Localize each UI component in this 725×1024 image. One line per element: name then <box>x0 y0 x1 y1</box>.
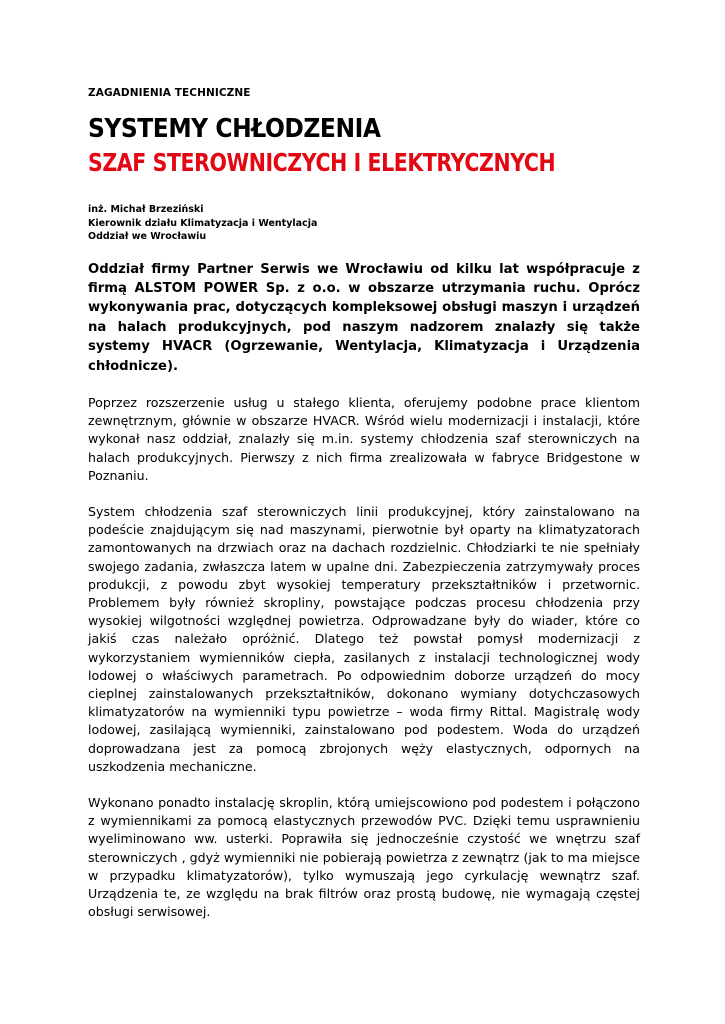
article-title: SYSTEMY CHŁODZENIA <box>88 114 381 144</box>
article <box>88 86 640 921</box>
author-block <box>88 203 640 244</box>
body-paragraph-3: Wykonano ponadto instalację skroplin, którą umiejscowiono pod podestem i połączono z wymiennikami za pomocą elastycznych przewodów PVC. Dzięki temu usprawnieniu wyeliminowano ww. usterki. Poprawiła się jednocześnie czystość we wnętrzu szaf sterowniczych , gdyż wymienniki nie pobierają powietrza z zewnątrz (jak to ma miejsce w przypadku klimatyzatorów), tylko wymuszają jego cyrkulację wewnątrz szaf. Urządzenia te, ze względu na brak filtrów oraz prostą budowę, nie wymagają częstej obsługi serwisowej. <box>88 795 640 920</box>
lead-paragraph: Oddział firmy Partner Serwis we Wrocławiu od kilku lat współpracuje z firmą ALSTOM POWER Sp. z o.o. w obszarze utrzymania ruchu. Oprócz wykonywania prac, dotyczących kompleksowej obsługi maszyn i urządzeń na halach produkcyjnych, pod naszym nadzorem znalazły się także systemy HVACR (Ogrzewanie, Wentylacja, Klimatyzacja i Urządzenia chłodnicze). <box>88 261 640 374</box>
body-paragraph-1: Poprzez rozszerzenie usług u stałego klienta, oferujemy podobne prace klientom zewnętrznym, głównie w obszarze HVACR. Wśród wielu modernizacji i instalacji, które wykonał nasz oddział, znalazły się m.in. systemy chłodzenia szaf sterowniczych na halach produkcyjnych. Pierwszy z nich firma zrealizowała w fabryce Bridgestone w Poznaniu. <box>88 394 640 483</box>
article-subtitle: SZAF STEROWNICZYCH I ELEKTRYCZNYCH <box>88 148 556 177</box>
author-name: inż. Michał Brzeziński <box>88 204 204 215</box>
author-branch: Oddział we Wrocławiu <box>88 231 207 242</box>
author-position: Kierownik działu Klimatyzacja i Wentylacja <box>88 217 318 229</box>
body-paragraph-2: System chłodzenia szaf sterowniczych linii produkcyjnej, który zainstalowano na podeście znajdującym się nad maszynami, pierwotnie był oparty na klimatyzatorach zamontowanych na drzwiach oraz na dachach rozdzielnic. Chłodziarki te nie spełniały swojego zadania, zwłaszcza latem w upalne dni. Zabezpieczenia zatrzymywały proces produkcji, z powodu zbyt wysokiej temperatury przekształtników i przetwornic. Problemem były również skropliny, powstające podczas procesu chłodzenia przy wysokiej wilgotności względnej powietrza. Odprowadzane były do wiader, które co jakiś czas należało opróżnić. Dlatego też powstał pomysł modernizacji z wykorzystaniem wymienników ciepła, zasilanych z instalacji technologicznej wody lodowej o właściwych parametrach. Po odpowiednim doborze urządzeń do mocy cieplnej zainstalowanych przekształtników, dokonano wymiany dotychczasowych klimatyzatorów na wymienniki typu powietrze – woda firmy Rittal. Magistralę wody lodowej, zasilającą wymienniki, zainstalowano pod podestem. Woda do urządzeń doprowadzana jest za pomocą zbrojonych węży elastycznych, odpornych na uszkodzenia mechaniczne. <box>88 503 640 774</box>
section-label: ZAGADNIENIA TECHNICZNE <box>88 87 251 99</box>
